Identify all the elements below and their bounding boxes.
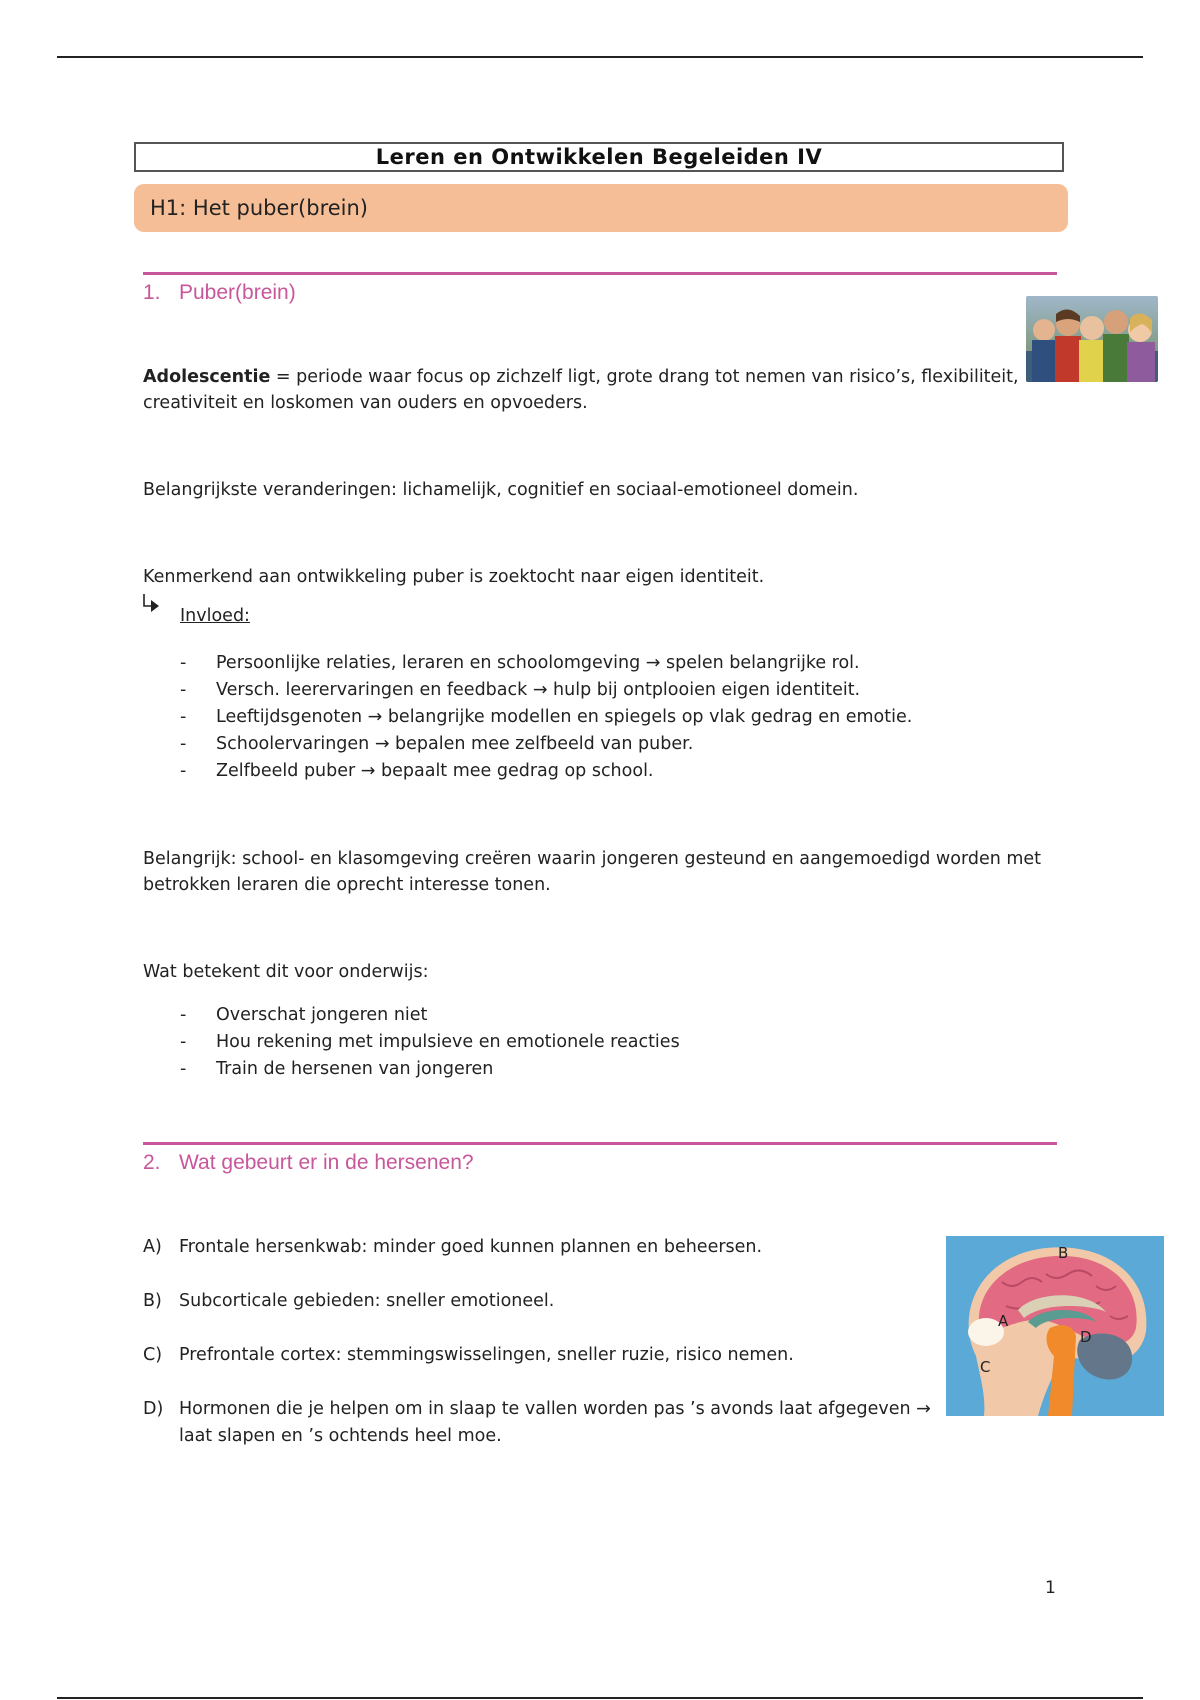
brain-label-b: B	[1058, 1244, 1069, 1262]
page-number: 1	[1045, 1578, 1056, 1598]
onderwijs-list	[180, 1002, 1040, 1083]
adolescentie-definition: = periode waar focus op zichzelf ligt, grote drang tot nemen van risico’s, flexibiliteit, creativiteit en loskomen van ouders en opvoeders.	[143, 367, 1019, 413]
section-1-number: 1.	[143, 281, 161, 304]
belangrijk-paragraph: Belangrijk: school- en klasomgeving creëren waarin jongeren gesteund en aangemoedigd worden met betrokken leraren die oprecht interesse tonen.	[143, 849, 1042, 895]
onderwijs-intro: Wat betekent dit voor onderwijs:	[143, 962, 429, 982]
invloed-list	[180, 650, 1040, 785]
kenmerkend-paragraph: Kenmerkend aan ontwikkeling puber is zoektocht naar eigen identiteit.	[143, 567, 765, 587]
adolescentie-paragraph	[143, 364, 1043, 416]
list-item: - Hou rekening met impulsieve en emotionele reacties	[180, 1029, 1040, 1056]
list-item	[143, 1396, 933, 1450]
brain-effects-list	[143, 1234, 933, 1477]
item-letter: D)	[143, 1399, 164, 1419]
section-1-heading	[143, 281, 296, 305]
list-item: - Persoonlijke relaties, leraren en schoolomgeving → spelen belangrijke rol.	[180, 650, 1040, 677]
chapter-banner: H1: Het puber(brein)	[134, 184, 1068, 232]
section-2-title: Wat gebeurt er in de hersenen?	[179, 1151, 474, 1174]
adolescentie-term: Adolescentie	[143, 367, 271, 387]
list-item: - Leeftijdsgenoten → belangrijke modellen en spiegels op vlak gedrag en emotie.	[180, 704, 1040, 731]
section-1-title: Puber(brein)	[179, 281, 296, 304]
list-item	[143, 1288, 933, 1315]
section-2-rule	[143, 1142, 1057, 1145]
section-2-number: 2.	[143, 1151, 161, 1174]
list-item: - Schoolervaringen → bepalen mee zelfbeeld van puber.	[180, 731, 1040, 758]
section-1-rule	[143, 272, 1057, 275]
list-item	[143, 1342, 933, 1369]
section-2-heading	[143, 1151, 474, 1175]
item-letter: A)	[143, 1237, 162, 1257]
item-letter: C)	[143, 1345, 163, 1365]
item-text: Hormonen die je helpen om in slaap te vallen worden pas ’s avonds laat afgegeven → laat slapen en ’s ochtends heel moe.	[179, 1399, 931, 1446]
page-bottom-rule	[57, 1697, 1143, 1699]
brain-label-a: A	[998, 1312, 1009, 1330]
list-item: - Train de hersenen van jongeren	[180, 1056, 1040, 1083]
document-title: Leren en Ontwikkelen Begeleiden IV	[134, 142, 1064, 172]
item-letter: B)	[143, 1291, 162, 1311]
teenagers-photo	[1026, 296, 1158, 382]
page-top-rule	[57, 56, 1143, 58]
item-text: Frontale hersenkwab: minder goed kunnen plannen en beheersen.	[179, 1237, 763, 1257]
list-item: - Zelfbeeld puber → bepaalt mee gedrag op school.	[180, 758, 1040, 785]
brain-label-c: C	[980, 1358, 991, 1376]
arrow-return-icon	[143, 594, 163, 616]
list-item	[143, 1234, 933, 1261]
veranderingen-paragraph: Belangrijkste veranderingen: lichamelijk, cognitief en sociaal-emotioneel domein.	[143, 480, 859, 500]
item-text: Subcorticale gebieden: sneller emotioneel.	[179, 1291, 555, 1311]
brain-label-d: D	[1080, 1328, 1092, 1346]
invloed-label: Invloed:	[180, 606, 250, 626]
item-text: Prefrontale cortex: stemmingswisselingen, sneller ruzie, risico nemen.	[179, 1345, 794, 1365]
brain-diagram	[946, 1236, 1164, 1416]
list-item: - Overschat jongeren niet	[180, 1002, 1040, 1029]
list-item: - Versch. leerervaringen en feedback → hulp bij ontplooien eigen identiteit.	[180, 677, 1040, 704]
